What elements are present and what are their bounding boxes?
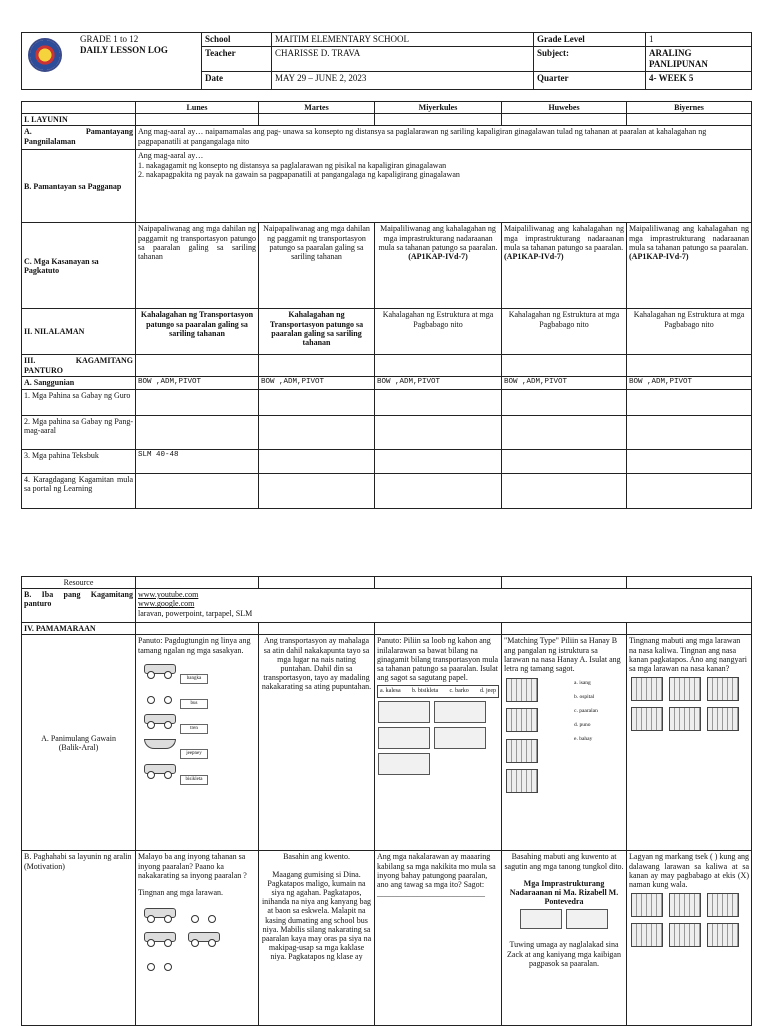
match-option: e. bahay <box>574 736 593 743</box>
match-option: d. puno <box>574 722 591 729</box>
vehicle-picture <box>378 753 430 775</box>
panimulang-cell <box>627 635 752 851</box>
header-title-line2: DAILY LESSON LOG <box>80 45 168 55</box>
quarter-label: Quarter <box>534 72 646 90</box>
boat-picture <box>142 737 176 753</box>
building-picture <box>707 677 739 701</box>
pagganap-label: B. Pamantayan sa Pagganap <box>22 150 136 223</box>
choice: d. jeep <box>479 688 496 695</box>
hanay-b <box>566 676 598 797</box>
google-link[interactable]: www.google.com <box>138 599 195 609</box>
bicycle-picture <box>142 687 176 703</box>
gabay-mag-label: 2. Mga pahina sa Gabay ng Pang-mag-aaral <box>22 415 136 449</box>
youtube-link[interactable]: www.youtube.com <box>138 590 199 600</box>
nilalaman-cell: Kahalagahan ng Estruktura at mga Pagbabago nito <box>375 309 502 355</box>
pagganap-line: Ang mag-aaral ay… <box>138 151 204 161</box>
competency-code: (AP1KAP-IVd-7) <box>504 252 564 262</box>
road-picture <box>520 909 562 929</box>
choice: a. kalesa <box>380 688 401 695</box>
panimulang-cell <box>136 635 259 851</box>
pamantayang-text: Ang mag-aaral ay… naipamamalas ang pag- unawa sa konsepto ng distansya sa paglalarawan ng sariling kapaligiran ginagalawan tulad ng tahanan at paaralan at kahalagahan ng pagpapanatili at pangangalaga nito <box>136 126 752 150</box>
story-text: Maagang gumising si Dina. Pagkatapos maligo, kumain na siya ng agahan. Pagkatapos, inihanda na niya ang kanyang bag at baon sa eskwela. Malapit na kasing dumating ang school bus niya. Mabilis silang nakarating sa paaralan kaya may oras pa siya na makipag-usap sa mga kaklase niya. Pagkatapos ng klase ay <box>261 869 372 962</box>
competency-code: (AP1KAP-IVd-7) <box>408 252 468 262</box>
kasanayan-cell: Naipapaliwanag ang mga dahilan ng paggamit ng transportasyon patungo sa paaralan galing sa sariling tahanan <box>136 223 259 309</box>
competency-code: (AP1KAP-IVd-7) <box>629 252 689 262</box>
lesson-table <box>21 101 752 509</box>
motivation-cell <box>136 851 259 1026</box>
vehicle-label: bus <box>180 699 208 709</box>
kasanayan-text: Maipaliliwanag ang kahalagahan ng mga imprastrukturang nadaraanan mula sa tahanan patungo sa paaralan. <box>504 224 624 252</box>
building-picture <box>669 677 701 701</box>
bridge-picture <box>566 909 608 929</box>
pagganap-text <box>136 150 752 223</box>
subject-value: ARALING PANLIPUNAN <box>646 47 752 72</box>
building-picture <box>707 923 739 947</box>
vehicle-label: jeepney <box>180 749 208 759</box>
motivation-cell <box>502 851 627 1026</box>
day-header: Miyerkules <box>375 102 502 114</box>
panimulang-cell <box>502 635 627 851</box>
sanggunian-value: BOW ,ADM,PIVOT <box>259 377 375 389</box>
house-picture <box>506 678 538 702</box>
panimulang-text: Panuto: Piliin sa loob ng kahon ang inilalarawan sa bawat bilang na ginagamit bilang transportasyon mula sa tahanan patungo sa paaralan. Isulat ang sagot sa sagutang papel. <box>377 636 499 683</box>
panimulang-text: Panuto: Pagdugtungin ng linya ang tamang ngalan ng mga sasakyan. <box>138 636 251 655</box>
motivation-text: Malayo ba ang inyong tahanan sa inyong paaralan? Paano ka nakakarating sa inyong paaralan ? <box>138 852 247 880</box>
motivation-text: Ang mga nakalarawan ay maaaring kabilang sa mga nakikita mo mula sa inyong bahay patungong paaralan, ano ang tawag sa mga ito? Sagot: <box>377 852 496 890</box>
answer-blank[interactable]: ___________________________ <box>377 889 485 899</box>
vehicle-label: bisikleta <box>180 775 208 785</box>
motivation-cell <box>375 851 502 1026</box>
nilalaman-cell: Kahalagahan ng Transportasyon patungo sa paaralan galing sa sariling tahanan <box>259 309 375 355</box>
iba-text: laravan, powerpoint, tarpapel, SLM <box>138 608 253 618</box>
teksbuk-label: 3. Mga pahina Teksbuk <box>22 449 136 473</box>
section-layunin: I. LAYUNIN <box>22 114 136 126</box>
nilalaman-cell: Kahalagahan ng Transportasyon patungo sa paaralan galing sa sariling tahanan <box>136 309 259 355</box>
kasanayan-cell <box>627 223 752 309</box>
subject-label: Subject: <box>534 47 646 72</box>
jeep-picture <box>142 662 176 678</box>
choice: b. bisikleta <box>411 688 439 695</box>
match-option: c. paaralan <box>574 708 598 715</box>
matching-columns <box>504 676 624 797</box>
pamantayang-label: A. Pamantayang Pangnilalaman <box>22 126 136 150</box>
kasanayan-cell <box>375 223 502 309</box>
building-picture <box>669 923 701 947</box>
header-title-line1: GRADE 1 to 12 <box>80 34 139 44</box>
building-picture <box>669 707 701 731</box>
nilalaman-cell: Kahalagahan ng Estruktura at mga Pagbabago nito <box>627 309 752 355</box>
hospital-picture <box>506 739 538 763</box>
panimulang-label <box>22 635 136 851</box>
sanggunian-label: A. Sanggunian <box>22 377 136 389</box>
story-pictures <box>504 908 624 930</box>
iba-label: B. Iba pang Kagamitang panturo <box>22 589 136 623</box>
panimulang-cell <box>375 635 502 851</box>
vehicle-label: tren <box>180 724 208 734</box>
sanggunian-value: BOW ,ADM,PIVOT <box>502 377 627 389</box>
car-picture <box>142 906 176 922</box>
choice: c. barko <box>449 688 469 695</box>
story-text: Tuwing umaga ay naglalakad sina Zack at ang kaniyang mga kaibigan pagpasok sa paaralan. <box>507 940 621 968</box>
vehicle-label: bangka <box>180 674 208 684</box>
vehicle-picture <box>378 727 430 749</box>
choices-box <box>377 685 499 698</box>
panimulang-text: "Matching Type" Piliin sa Hanay B ang pangalan ng istruktura sa larawan na nasa Hanay A. Isulat ang letra ng tamang sagot. <box>504 636 621 674</box>
iba-cell <box>136 589 752 623</box>
kasanayan-label: C. Mga Kasanayan sa Pagkatuto <box>22 223 136 309</box>
motivation-label: B. Paghahabi sa layunin ng aralin (Motivation) <box>22 851 136 1026</box>
jeep-picture <box>142 930 176 946</box>
nilalaman-cell: Kahalagahan ng Estruktura at mga Pagbabago nito <box>502 309 627 355</box>
gabay-guro-label: 1. Mga Pahina sa Gabay ng Guro <box>22 389 136 415</box>
building-picture <box>631 677 663 701</box>
story-title: Mga Imprastrukturang Nadaraanan ni Ma. Rizabell M. Pontevedra <box>509 878 619 907</box>
match-option: b. ospital <box>574 694 595 701</box>
teacher-label: Teacher <box>202 47 272 72</box>
motivation-cell <box>627 851 752 1026</box>
panimulang-cell: Ang transportasyon ay mahalaga sa atin dahil nakakapunta tayo sa mga lugar na nais nating puntahan. Dahil din sa transportasyon, tayo ay madaling nakakarating sa ating pupuntahan. <box>259 635 375 851</box>
building-picture <box>707 893 739 917</box>
bicycle-picture <box>186 906 220 922</box>
day-header: Lunes <box>136 102 259 114</box>
motorcycle-picture <box>142 954 176 970</box>
picture-grid <box>377 700 499 776</box>
pagganap-line: 2. nakapagpakita ng payak na gawain sa pagpapanatili at pangangalaga ng kapaligirang ginagalawan <box>138 169 460 179</box>
comparison-pictures <box>629 675 749 733</box>
panimulang-subtitle: (Balik-Aral) <box>58 742 99 752</box>
motivation-text: Basahin ang kwento. <box>283 852 350 862</box>
nilalaman-label: II. NILALAMAN <box>22 309 136 355</box>
header-table <box>21 32 752 90</box>
pamamaraan-label: IV. PAMAMARAAN <box>22 623 136 635</box>
teksbuk-value: SLM 40-48 <box>136 449 259 473</box>
hanay-a <box>504 676 566 797</box>
grade-value: 1 <box>646 33 752 47</box>
karagdagang-label: 4. Karagdagang Kagamitan mula sa portal ng Learning <box>22 473 136 508</box>
building-picture <box>506 769 538 793</box>
vehicle-picture <box>434 727 486 749</box>
bus-picture <box>142 762 176 778</box>
teacher-value: CHARISSE D. TRAVA <box>272 47 534 72</box>
kagamitang-label: III. KAGAMITANG PANTURO <box>22 355 136 377</box>
tricycle-picture <box>186 930 220 946</box>
date-label: Date <box>202 72 272 90</box>
motivation-text: Lagyan ng markang tsek ( ) kung ang dalawang larawan sa kaliwa at sa kanan ay may pagbabago at ekis (X) naman kung wala. <box>629 852 749 890</box>
school-picture <box>506 708 538 732</box>
panimulang-text: Tingnang mabuti ang mga larawan na nasa kaliwa. Tingnan ang nasa kanan pagkatapos. Ano ang nangyari sa mga larawan na nasa kanan? <box>629 636 747 674</box>
vehicle-picture <box>378 701 430 723</box>
car-picture <box>142 712 176 728</box>
motivation-subtext: Tingnan ang mga larawan. <box>138 888 224 898</box>
vehicle-picture <box>434 701 486 723</box>
sanggunian-value: BOW ,ADM,PIVOT <box>136 377 259 389</box>
days-row <box>22 102 752 114</box>
resource-label: Resource <box>22 577 136 589</box>
motivation-text: Basahing mabuti ang kuwento at sagutin ang mga tanong tungkol dito. <box>504 852 624 871</box>
grade-label: Grade Level <box>534 33 646 47</box>
kasanayan-text: Maipaliliwanag ang kahalagahan ng mga imprastrukturang nadaraanan mula sa tahanan patungo sa paaralan. <box>629 224 749 252</box>
lesson-table-continued <box>21 576 752 1026</box>
vehicle-pictures <box>138 903 256 973</box>
sanggunian-value: BOW ,ADM,PIVOT <box>375 377 502 389</box>
building-picture <box>631 923 663 947</box>
building-picture <box>707 707 739 731</box>
kasanayan-cell <box>502 223 627 309</box>
checklist-pictures <box>629 891 749 949</box>
building-picture <box>669 893 701 917</box>
sanggunian-value: BOW ,ADM,PIVOT <box>627 377 752 389</box>
building-picture <box>631 707 663 731</box>
day-header: Biyernes <box>627 102 752 114</box>
day-header: Huwebes <box>502 102 627 114</box>
header-title-cell <box>22 33 202 90</box>
building-picture <box>631 893 663 917</box>
deped-seal-icon <box>28 38 62 72</box>
kasanayan-cell: Naipapaliwanag ang mga dahilan ng paggamit ng transportasyon patungo sa paaralan galing sa sariling tahanan <box>259 223 375 309</box>
vehicle-matching <box>138 659 256 785</box>
date-value: MAY 29 – JUNE 2, 2023 <box>272 72 534 90</box>
pagganap-line: 1. nakagagamit ng konsepto ng distansya sa paglalarawan ng pisikal na kapaligiran ginagalawan <box>138 160 447 170</box>
school-label: School <box>202 33 272 47</box>
quarter-value: 4- WEEK 5 <box>646 72 752 90</box>
kasanayan-text: Maipaliliwanag ang kahalagahan ng mga imprastrukturang nadaraanan mula sa tahanan patungo sa paaralan. <box>378 224 498 252</box>
motivation-cell <box>259 851 375 1026</box>
match-option: a. isang <box>574 680 591 687</box>
school-value: MAITIM ELEMENTARY SCHOOL <box>272 33 534 47</box>
panimulang-title: A. Panimulang Gawain <box>41 733 116 743</box>
day-header: Martes <box>259 102 375 114</box>
